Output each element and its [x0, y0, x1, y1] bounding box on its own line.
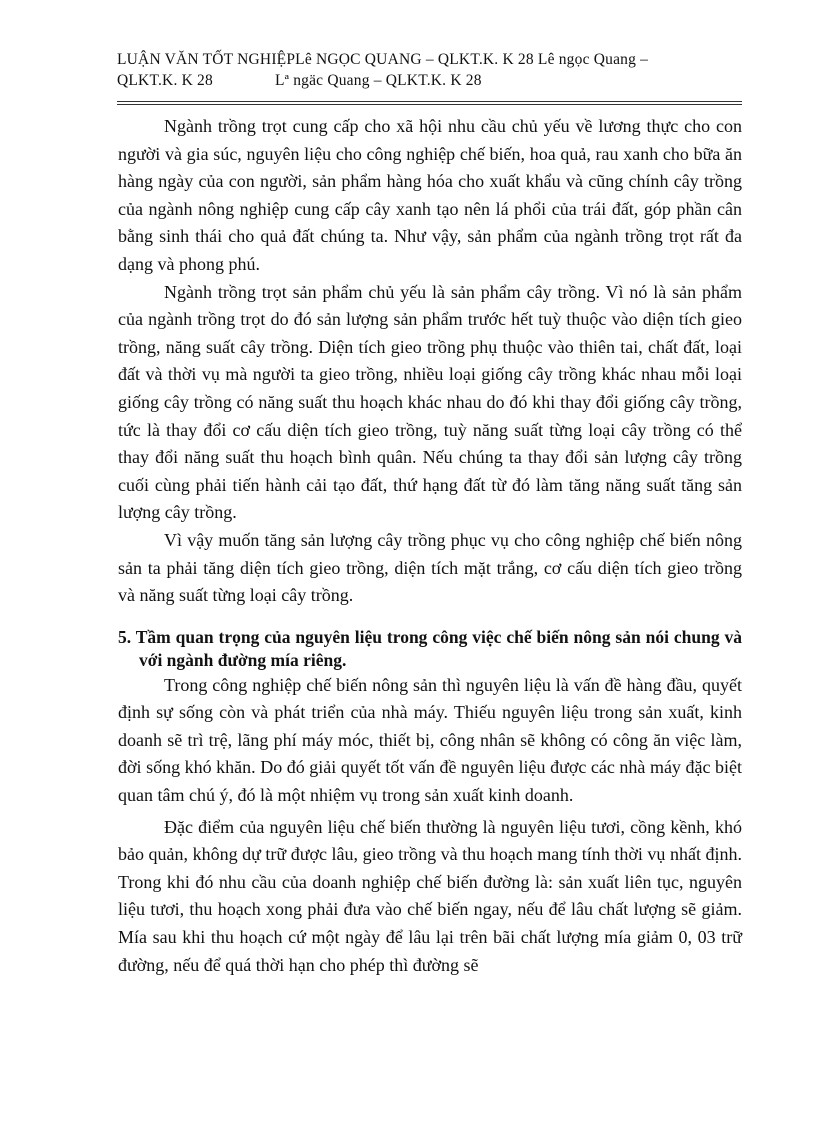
- paragraph-3: Vì vậy muốn tăng sản lượng cây trồng phục vụ cho công nghiệp chế biến nông sản ta phải tăng diện tích gieo trồng, diện tích mặt trắng, cơ cấu diện tích gieo trồng và năng suất từng loại cây trồng.: [118, 529, 742, 606]
- header-line-2: [117, 70, 742, 91]
- header-line-2-right: Lª ngäc Quang – QLKT.K. K 28: [274, 72, 482, 89]
- header-rule-top: [117, 101, 742, 102]
- paragraph-4: Trong công nghiệp chế biến nông sản thì nguyên liệu là vấn đề hàng đầu, quyết định sự sống còn và phát triển của nhà máy. Thiếu nguyên liệu trong sản xuất, kinh doanh sẽ trì trệ, lãng phí máy móc, thiết bị, công nhân sẽ không có công ăn việc làm, đời sống khó khăn. Do đó giải quyết tốt vấn đề nguyên liệu được các nhà máy đặc biệt quan tâm chú ý, đó là một nhiệm vụ trong sản xuất kinh doanh.: [118, 674, 742, 806]
- document-body: [118, 113, 742, 979]
- header-line-2-left: QLKT.K. K 28: [117, 72, 213, 89]
- header-rule-bottom: [117, 104, 742, 105]
- section-heading: 5. Tầm quan trọng của nguyên liệu trong công việc chế biến nông sản nói chung và với ngành đường mía riêng.: [118, 626, 742, 670]
- paragraph-5: Đặc điểm của nguyên liệu chế biến thường là nguyên liệu tươi, cồng kềnh, khó bảo quản, không dự trữ được lâu, gieo trồng và thu hoạch mang tính thời vụ nhất định. Trong khi đó nhu cầu của doanh nghiệp chế biến đường là: sản xuất liên tục, nguyên liệu tươi, thu hoạch xong phải đưa vào chế biến ngay, nếu để lâu chất lượng sẽ giảm. Mía sau khi thu hoạch cứ một ngày để lâu lại trên bãi chất lượng mía giảm 0, 03 trữ đường, nếu để quá thời hạn cho phép thì đường sẽ: [118, 816, 742, 975]
- paragraph-2: Ngành trồng trọt sản phẩm chủ yếu là sản phẩm cây trồng. Vì nó là sản phẩm của ngành trồng trọt do đó sản lượng sản phẩm trước hết tuỳ thuộc vào diện tích gieo trồng, năng suất cây trồng. Diện tích gieo trồng phụ thuộc vào thiên tai, chất đất, loại đất và thời vụ mà người ta gieo trồng, nhiều loại giống cây trồng khác nhau mỗi loại giống cây trồng có năng suất thu hoạch khác nhau do đó khi thay đổi giống cây trồng, tức là thay đổi cơ cấu diện tích gieo trồng, tuỳ năng suất từng loại cây trồng có thể thay đổi năng suất thu hoạch bình quân. Nếu chúng ta thay đổi sản lượng cây trồng cuối cùng phải tiến hành cải tạo đất, thứ hạng đất từ đó làm tăng năng suất tăng sản lượng cây trồng.: [118, 281, 742, 523]
- header-line-1: LUẬN VĂN TỐT NGHIỆPLê NGỌC QUANG – QLKT.K. K 28 Lê ngọc Quang –: [117, 51, 649, 68]
- running-header: [117, 49, 742, 91]
- paragraph-1: Ngành trồng trọt cung cấp cho xã hội nhu cầu chủ yếu về lương thực cho con người và gia súc, nguyên liệu cho công nghiệp chế biến, hoa quả, rau xanh cho bữa ăn hàng ngày của con người, sản phẩm hàng hóa cho xuất khẩu và cũng chính cây trồng của ngành nông nghiệp cung cấp cây xanh tạo nên lá phổi của trái đất, góp phần cân bằng sinh thái cho quả đất chúng ta. Như vậy, sản phẩm của ngành trồng trọt rất đa dạng và phong phú.: [118, 116, 742, 274]
